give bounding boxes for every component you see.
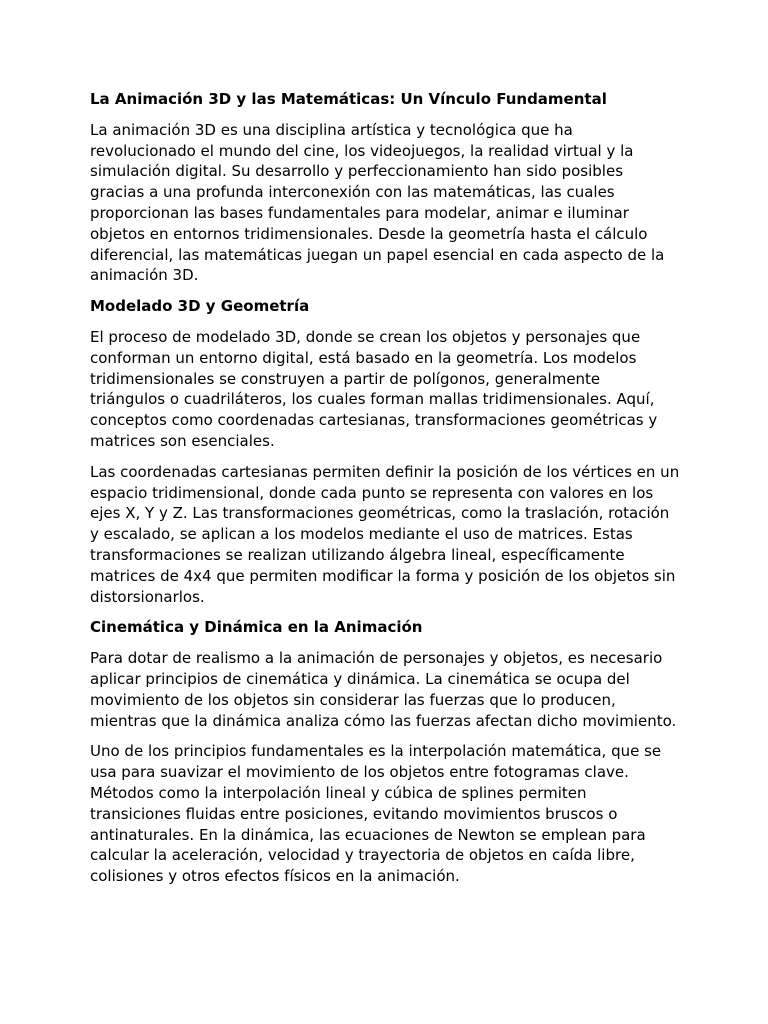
section-cinematica [90,617,680,887]
section-paragraph: Las coordenadas cartesianas permiten definir la posición de los vértices en un espacio tridimensional, donde cada punto se representa con valores en los ejes X, Y y Z. Las transformaciones geométricas, como la traslación, rotación y escalado, se aplican a los modelos mediante el uso de matrices. Estas transformaciones se realizan utilizando álgebra lineal, específicamente matrices de 4x4 que permiten modificar la forma y posición de los objetos sin distorsionarlos. [90,462,680,606]
section-paragraph: Para dotar de realismo a la animación de personajes y objetos, es necesario aplicar principios de cinemática y dinámica. La cinemática se ocupa del movimiento de los objetos sin considerar las fuerzas que lo producen, mientras que la dinámica analiza cómo las fuerzas afectan dicho movimiento. [90,649,677,730]
document-title: La Animación 3D y las Matemáticas: Un Vínculo Fundamental [90,90,607,108]
section-modelado [90,296,680,607]
document-page [90,89,680,897]
section-heading: Modelado 3D y Geometría [90,297,310,316]
section-paragraph: Uno de los principios fundamentales es la interpolación matemática, que se usa para suavizar el movimiento de los objetos entre fotogramas clave. Métodos como la interpolación lineal y cúbica de splines permiten transiciones fluidas entre posiciones, evitando movimientos bruscos o antinaturales. En la dinámica, las ecuaciones de Newton se emplean para calcular la aceleración, velocidad y trayectoria de objetos en caída libre, colisiones y otros efectos físicos en la animación. [90,742,662,886]
intro-paragraph: La animación 3D es una disciplina artística y tecnológica que ha revolucionado el mundo del cine, los videojuegos, la realidad virtual y la simulación digital. Su desarrollo y perfeccionamiento han sido posibles gracias a una profunda interconexión con las matemáticas, las cuales proporcionan las bases fundamentales para modelar, animar e iluminar objetos en entornos tridimensionales. Desde la geometría hasta el cálculo diferencial, las matemáticas juegan un papel esencial en cada aspecto de la animación 3D. [90,120,665,285]
section-heading: Cinemática y Dinámica en la Animación [90,618,423,637]
section-paragraph: El proceso de modelado 3D, donde se crean los objetos y personajes que conforman un entorno digital, está basado en la geometría. Los modelos tridimensionales se construyen a partir de polígonos, generalmente triángulos o cuadriláteros, los cuales forman mallas tridimensionales. Aquí, conceptos como coordenadas cartesianas, transformaciones geométricas y matrices son esenciales. [90,327,658,450]
